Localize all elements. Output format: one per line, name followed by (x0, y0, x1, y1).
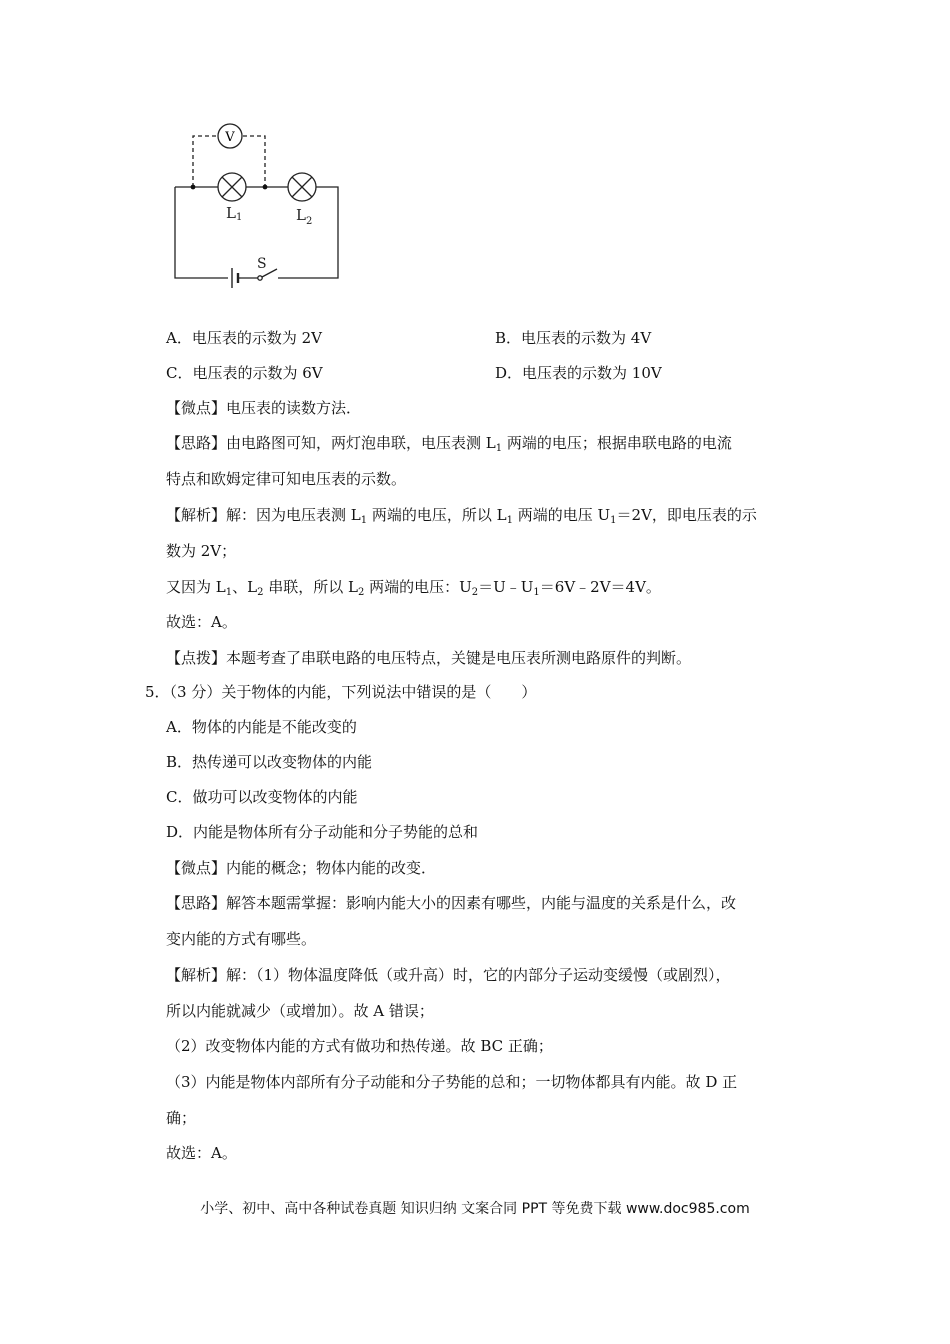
q4-guxuan: 故选：A。 (166, 613, 237, 631)
q4-weidian: 【微点】电压表的读数方法． (166, 399, 362, 417)
q4-jiexi-line1: 【解析】解：因为电压表测 $L_1$ 两端的电压，所以 $L_1$ 两端的电压 $U_1=2V$，即电压表的示 (166, 506, 757, 526)
q5-stem: 5．（3 分）关于物体的内能，下列说法中错误的是（ ） (145, 683, 537, 701)
battery-icon (232, 268, 241, 288)
q5-jiexi-line3: （2）改变物体内能的方式有做功和热传递。故 BC 正确； (166, 1037, 553, 1055)
q4-option-a: A．电压表的示数为 2V (166, 329, 322, 347)
q5-silu-line2: 变内能的方式有哪些。 (166, 930, 317, 948)
q5-option-d: D．内能是物体所有分子动能和分子势能的总和 (166, 823, 479, 841)
q5-silu-line1: 【思路】解答本题需掌握：影响内能大小的因素有哪些，内能与温度的关系是什么，改 (166, 894, 737, 912)
q4-dianbo: 【点拨】本题考查了串联电路的电压特点，关键是电压表所测电路原件的判断。 (166, 649, 692, 667)
voltmeter-icon (218, 124, 242, 148)
lamp-l2-label: $L_2$ (296, 206, 313, 227)
lamp-l1-icon (218, 173, 246, 201)
voltmeter-label: V (225, 130, 235, 145)
junction-dot (263, 185, 268, 190)
q4-silu-line2: 特点和欧姆定律可知电压表的示数。 (166, 470, 407, 488)
lamp-l2-icon (288, 173, 316, 201)
q5-weidian: 【微点】内能的概念；物体内能的改变． (166, 859, 437, 877)
q4-option-d: D．电压表的示数为 10V (495, 364, 662, 382)
q5-jiexi-line1: 【解析】解：（1）物体温度降低（或升高）时，它的内部分子运动变缓慢（或剧烈）， (166, 966, 731, 984)
circuit-diagram (160, 110, 360, 300)
q4-silu-line1: 【思路】由电路图可知，两灯泡串联，电压表测 $L_1$ 两端的电压；根据串联电路的电流 (166, 434, 732, 454)
q4-option-b: B．电压表的示数为 4V (495, 329, 652, 347)
q5-jiexi-line4: （3）内能是物体内部所有分子动能和分子势能的总和；一切物体都具有内能。故 D 正 (166, 1073, 738, 1091)
switch-label: S (257, 256, 267, 272)
page-footer: 小学、初中、高中各种试卷真题 知识归纳 文案合同 PPT 等免费下载 www.doc985.com (200, 1201, 750, 1217)
q5-option-b: B．热传递可以改变物体的内能 (166, 753, 373, 771)
q5-jiexi-line5: 确； (166, 1109, 197, 1127)
q5-guxuan: 故选：A。 (166, 1144, 237, 1162)
junction-dot (191, 185, 196, 190)
q4-jiexi-line2: 数为 2V； (166, 542, 237, 560)
q4-option-c: C．电压表的示数为 6V (166, 364, 323, 382)
lamp-l1-label: L1 (226, 204, 243, 223)
q5-option-c: C．做功可以改变物体的内能 (166, 788, 358, 806)
q5-jiexi-line2: 所以内能就减少（或增加）。故 A 错误； (166, 1002, 434, 1020)
q4-jiexi-line3: 又因为 $L_1$、$L_2$ 串联，所以 $L_2$ 两端的电压：$U_2=U﹣U_1=6V﹣2V=4V$。 (166, 578, 661, 598)
q5-option-a: A．物体的内能是不能改变的 (166, 718, 357, 736)
